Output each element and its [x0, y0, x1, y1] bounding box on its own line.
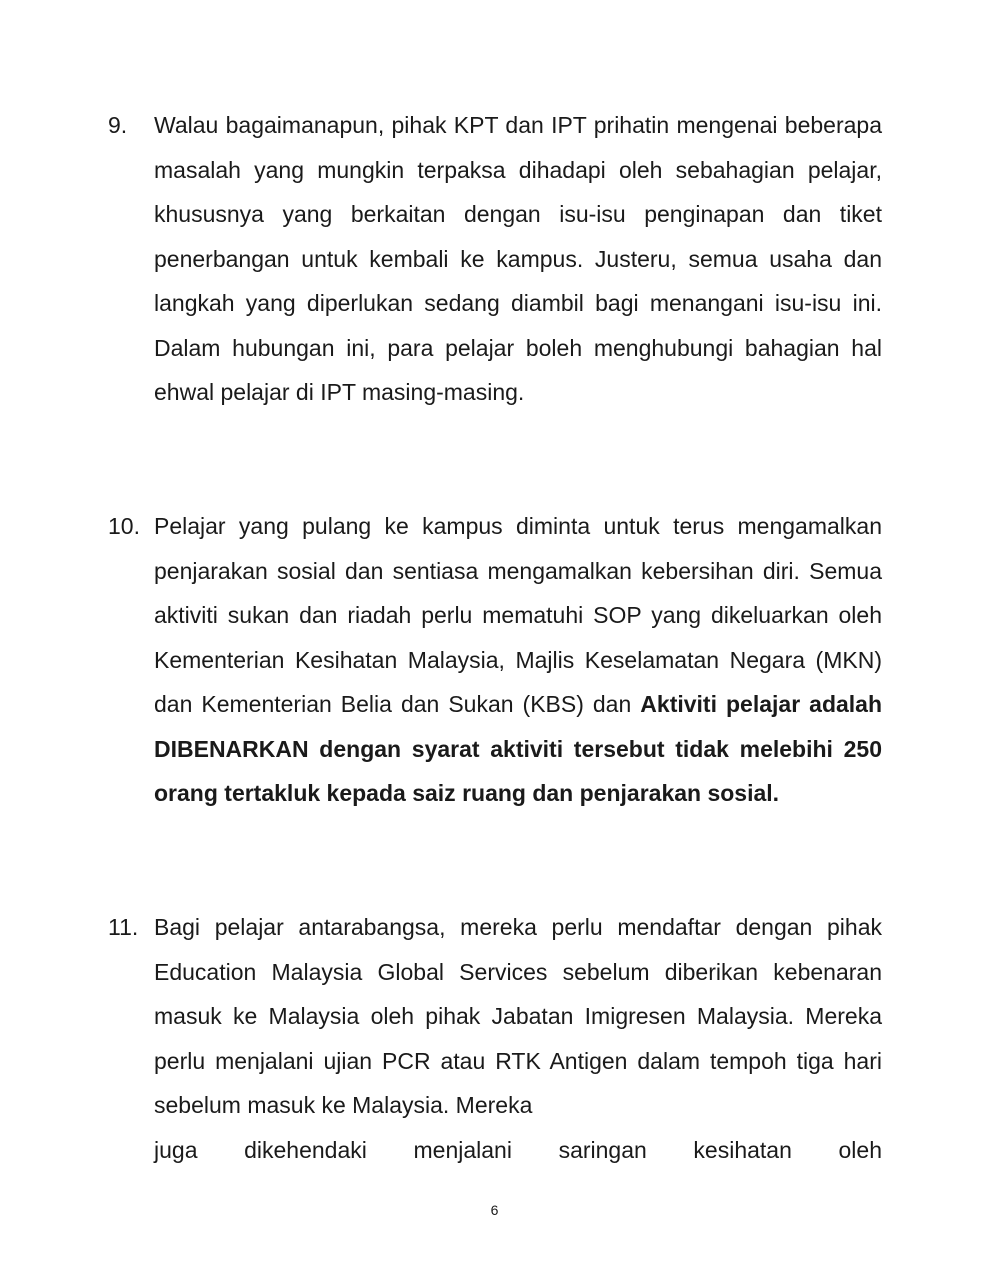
paragraph-text — [154, 905, 882, 1172]
paragraph-number: 11. — [108, 914, 139, 940]
paragraph-text: Walau bagaimanapun, pihak KPT dan IPT prihatin mengenai beberapa masalah yang mungkin terpaksa dihadapi oleh sebahagian pelajar, khususnya yang berkaitan dengan isu-isu penginapan dan tiket penerbangan untuk kembali ke kampus. Justeru, semua usaha dan langkah yang diperlukan sedang diambil bagi menangani isu-isu ini. Dalam hubungan ini, para pelajar boleh menghubungi bahagian hal ehwal pelajar di IPT masing-masing. — [154, 112, 882, 405]
paragraph-text-main: Bagi pelajar antarabangsa, mereka perlu mendaftar dengan pihak Education Malaysia Global Services sebelum diberikan kebenaran masuk ke Malaysia oleh pihak Jabatan Imigresen Malaysia. Mereka perlu menjalani ujian PCR atau RTK Antigen dalam tempoh tiga hari sebelum masuk ke Malaysia. Mereka — [154, 914, 882, 1118]
paragraph-9 — [108, 103, 882, 415]
paragraph-text-plain: Pelajar yang pulang ke kampus diminta untuk terus mengamalkan penjarakan sosial dan sentiasa mengamalkan kebersihan diri. Semua aktiviti sukan dan riadah perlu mematuhi SOP yang dikeluarkan oleh Kementerian Kesihatan Malaysia, Majlis Keselamatan Negara (MKN) dan Kementerian Belia dan Sukan (KBS) dan — [154, 513, 882, 717]
page-number: 6 — [490, 1202, 499, 1218]
paragraph-number: 10. — [108, 513, 140, 539]
paragraph-number: 9. — [108, 112, 128, 138]
paragraph-text-bold: Aktiviti pelajar adalah DIBENARKAN dengan syarat aktiviti tersebut tidak melebihi 250 orang tertakluk kepada saiz ruang dan penjarakan sosial. — [154, 691, 883, 806]
paragraph-10 — [108, 504, 882, 816]
paragraph-text-last-line: juga dikehendaki menjalani saringan kesihatan oleh — [154, 1136, 882, 1163]
paragraph-11 — [108, 905, 882, 1172]
paragraph-text — [154, 504, 882, 816]
